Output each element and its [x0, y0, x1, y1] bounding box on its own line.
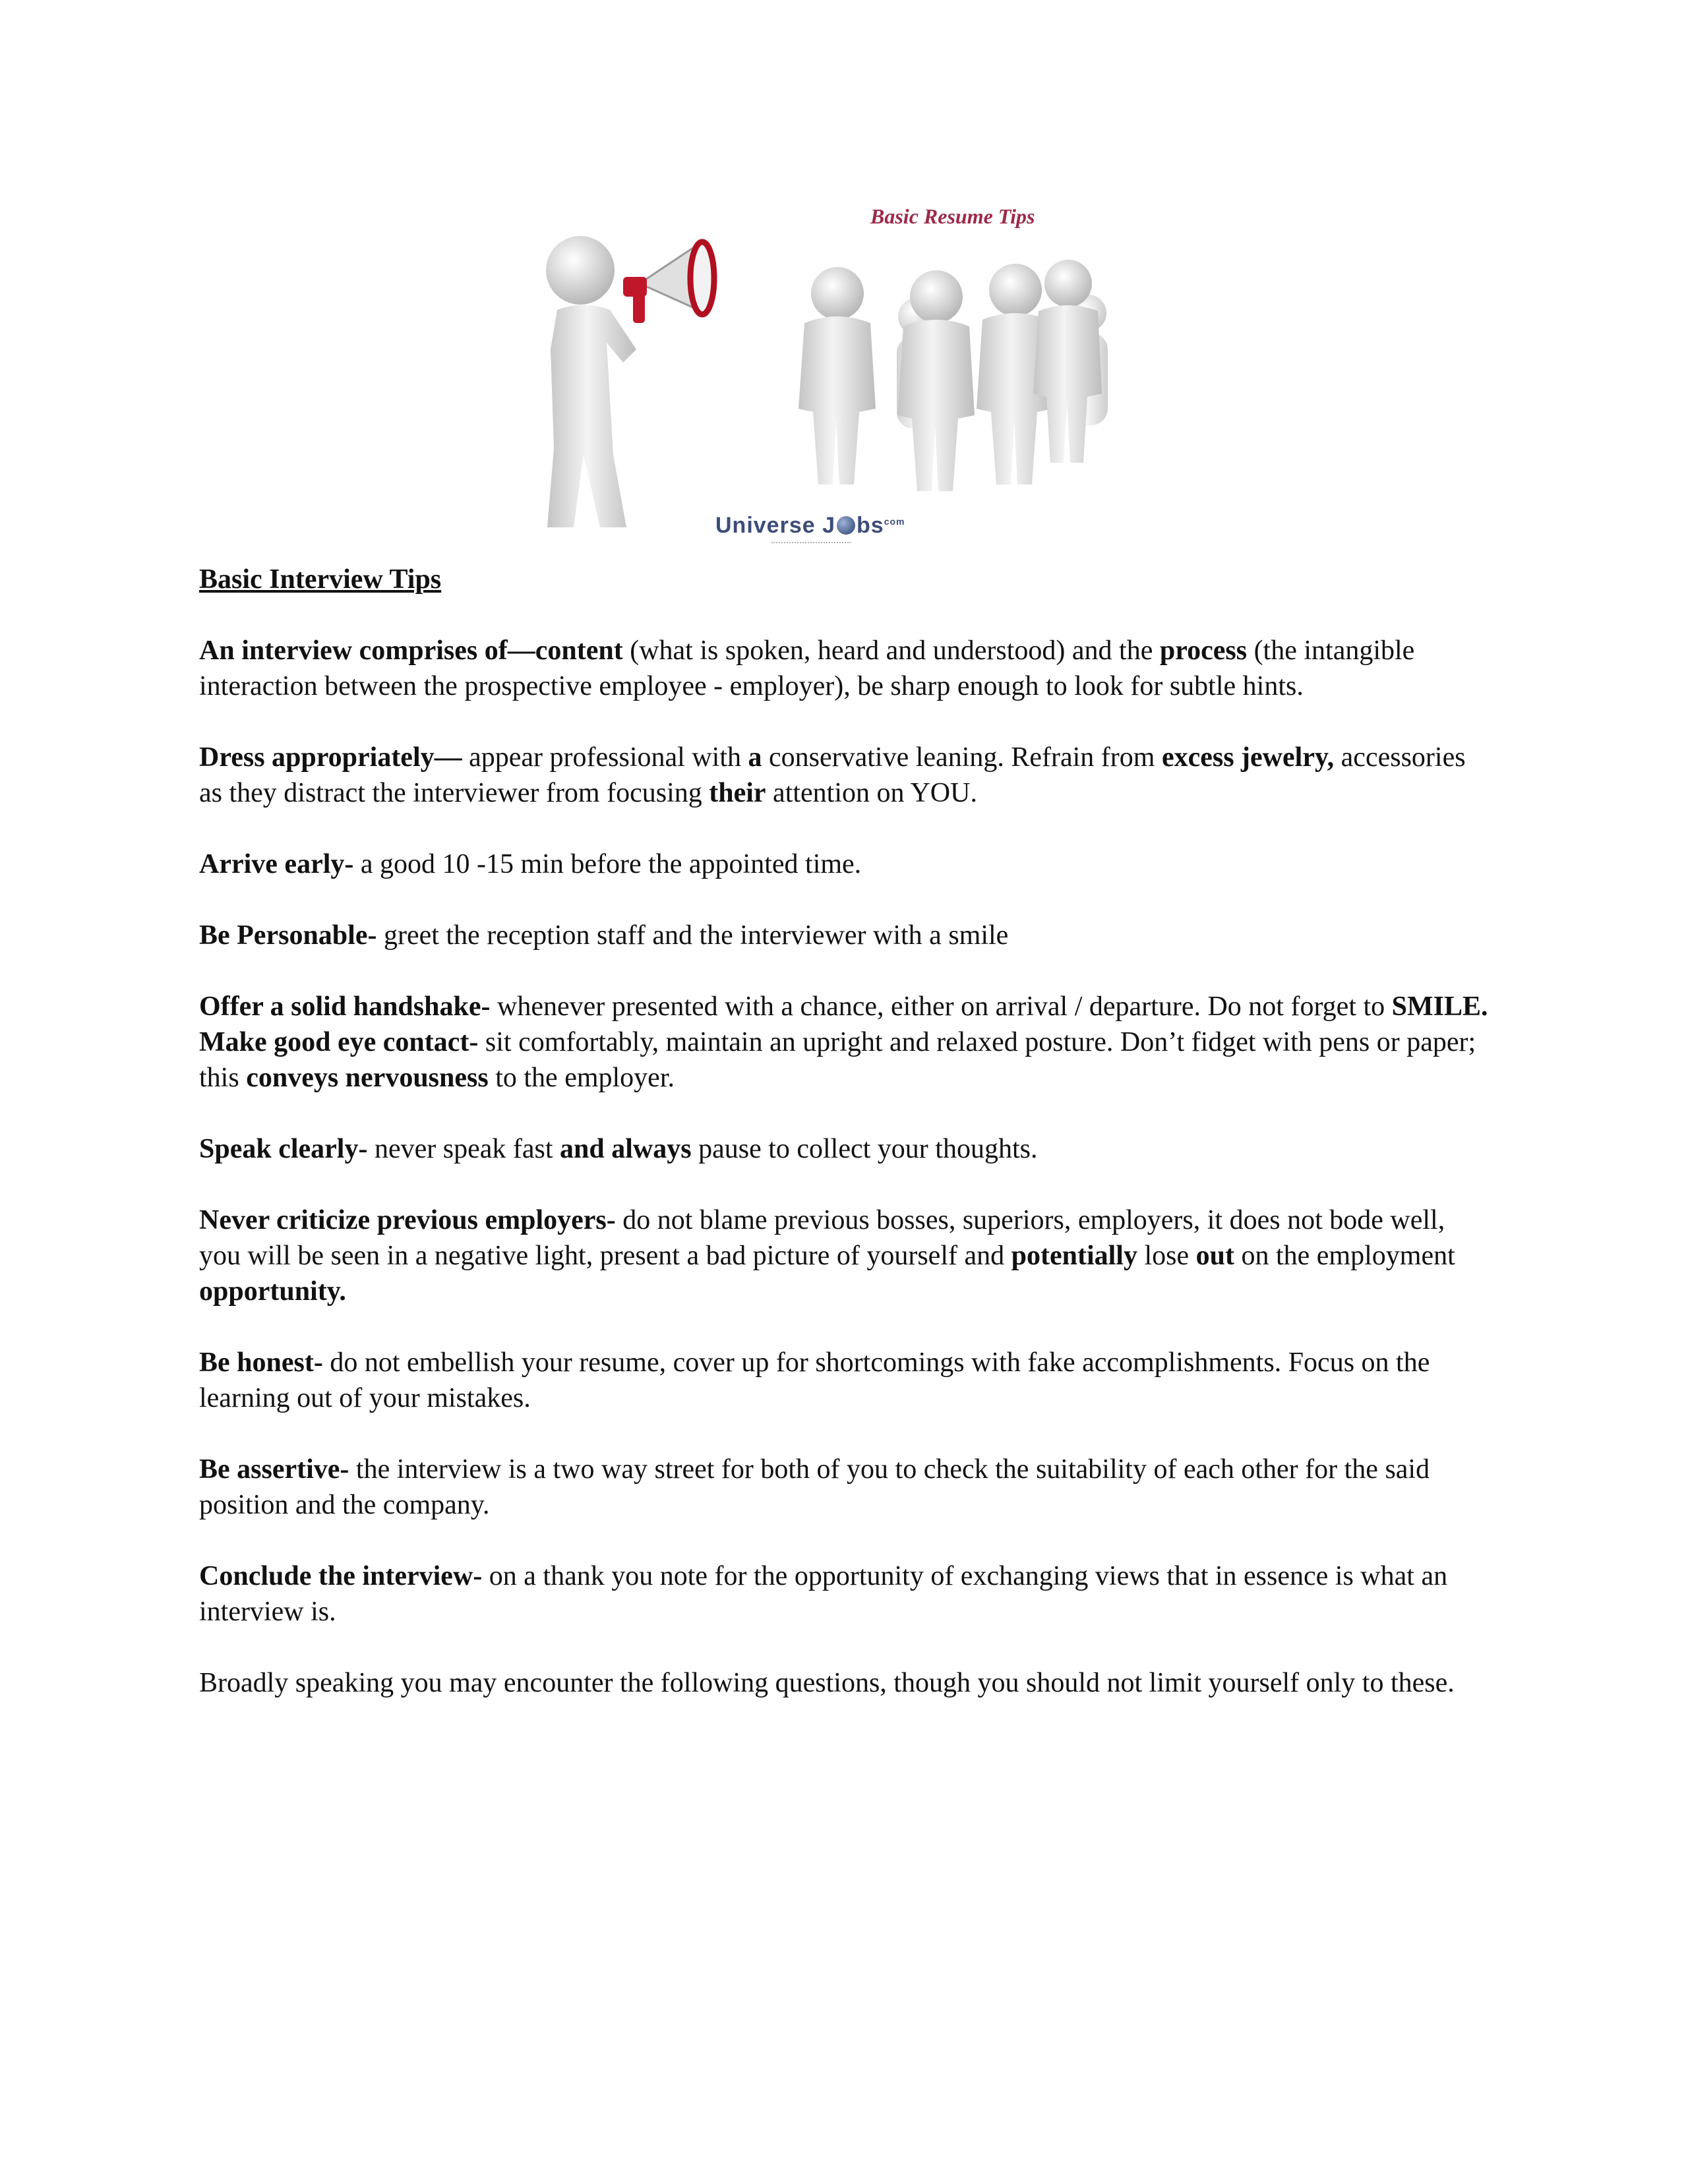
body-text: pause to collect your thoughts. — [691, 1134, 1038, 1164]
bold-text: Never criticize previous employers- — [199, 1205, 616, 1235]
paragraph-never-criticize — [199, 1202, 1492, 1309]
body-text: (the intangible interaction between the prospective employee - employer), be sharp enough to look for subtle hints. — [199, 635, 1415, 701]
bold-text: Offer a solid handshake- — [199, 991, 491, 1022]
bold-text: opportunity. — [199, 1276, 346, 1307]
megaphone-crowd-illustration — [541, 198, 1147, 560]
bold-text: conveys nervousness — [246, 1063, 489, 1093]
bold-text: Dress appropriately— — [199, 742, 462, 773]
body-text: appear professional with — [462, 742, 748, 773]
bold-text: their — [709, 778, 766, 808]
bold-text: excess jewelry, — [1161, 742, 1335, 773]
body-text: on the employment — [1234, 1241, 1455, 1271]
paragraph-handshake — [199, 989, 1492, 1024]
paragraph-interview-components — [199, 633, 1492, 704]
body-text: accessories as they distract the interviewer from focusing — [199, 742, 1466, 808]
bold-text: and always — [560, 1134, 692, 1164]
logo-text-b: bs — [857, 513, 884, 538]
paragraph-conclude — [199, 1558, 1492, 1630]
body-text: (what is spoken, heard and understood) and the — [622, 635, 1160, 666]
body-text: conservative leaning. Refrain from — [762, 742, 1162, 773]
body-text: never speak fast — [367, 1134, 560, 1164]
page-title: Basic Interview Tips — [199, 564, 442, 595]
crowd-figure — [799, 267, 876, 485]
body-text: do not embellish your resume, cover up for shortcomings with fake accomplishments. Focus on the learning out of your mistakes. — [199, 1347, 1430, 1413]
body-text: to the employer. — [488, 1063, 675, 1093]
paragraph-dress — [199, 740, 1492, 811]
body-text: whenever presented with a chance, either on arrival / departure. Do not forget to — [490, 991, 1392, 1022]
globe-icon — [837, 516, 855, 535]
logo-tagline — [771, 542, 851, 547]
paragraph-be-honest — [199, 1345, 1492, 1416]
speaker-figure — [546, 236, 636, 527]
bold-text: Be honest- — [199, 1347, 323, 1378]
body-text: on a thank you note for the opportunity of exchanging views that in essence is what an interview is. — [199, 1561, 1448, 1627]
paragraph-personable — [199, 918, 1492, 953]
paragraph-speak-clearly — [199, 1131, 1492, 1167]
bold-text: out — [1195, 1241, 1234, 1271]
bold-text: potentially — [1011, 1241, 1137, 1271]
paragraph-be-assertive — [199, 1452, 1492, 1523]
bold-text: SMILE. — [1391, 991, 1488, 1022]
universe-jobs-logo — [715, 513, 905, 539]
body-text: a good 10 -15 min before the appointed time. — [353, 849, 862, 879]
illustration-caption: Basic Resume Tips — [870, 204, 1035, 228]
megaphone-icon — [623, 242, 714, 323]
body-text: sit comfortably, maintain an upright and relaxed posture. Don’t fidget with pens or paper; this — [199, 1027, 1476, 1093]
body-text: lose — [1137, 1241, 1196, 1271]
bold-text: Speak clearly- — [199, 1134, 368, 1164]
bold-text: a — [748, 742, 762, 773]
body-text: do not blame previous bosses, superiors, employers, it does not bode well, you will be seen in a negative light, present a bad picture of yourself and — [199, 1205, 1445, 1271]
bold-text: Be assertive- — [199, 1454, 349, 1485]
bold-text: Make good eye contact- — [199, 1027, 479, 1057]
body-text: Broadly speaking you may encounter the following questions, though you should not limit yourself only to these. — [199, 1668, 1455, 1698]
body-text: the interview is a two way street for both of you to check the suitability of each other for the said position and the company. — [199, 1454, 1430, 1520]
body-text: attention on YOU. — [766, 778, 977, 808]
logo-text-a: Universe J — [715, 513, 835, 538]
bold-text: process — [1159, 635, 1248, 666]
paragraph-eye-contact — [199, 1024, 1492, 1096]
body-text: greet the reception staff and the interviewer with a smile — [377, 920, 1009, 951]
bold-text: Conclude the interview- — [199, 1561, 483, 1591]
bold-text: An interview comprises of—content — [199, 635, 623, 666]
document-body — [199, 562, 1492, 1736]
paragraph-broadly-speaking — [199, 1665, 1492, 1701]
crowd-figure — [1033, 260, 1102, 463]
bold-text: Arrive early- — [199, 849, 354, 879]
bold-text: Be Personable- — [199, 920, 377, 951]
paragraph-arrive-early — [199, 846, 1492, 882]
logo-tm: com — [884, 516, 905, 527]
